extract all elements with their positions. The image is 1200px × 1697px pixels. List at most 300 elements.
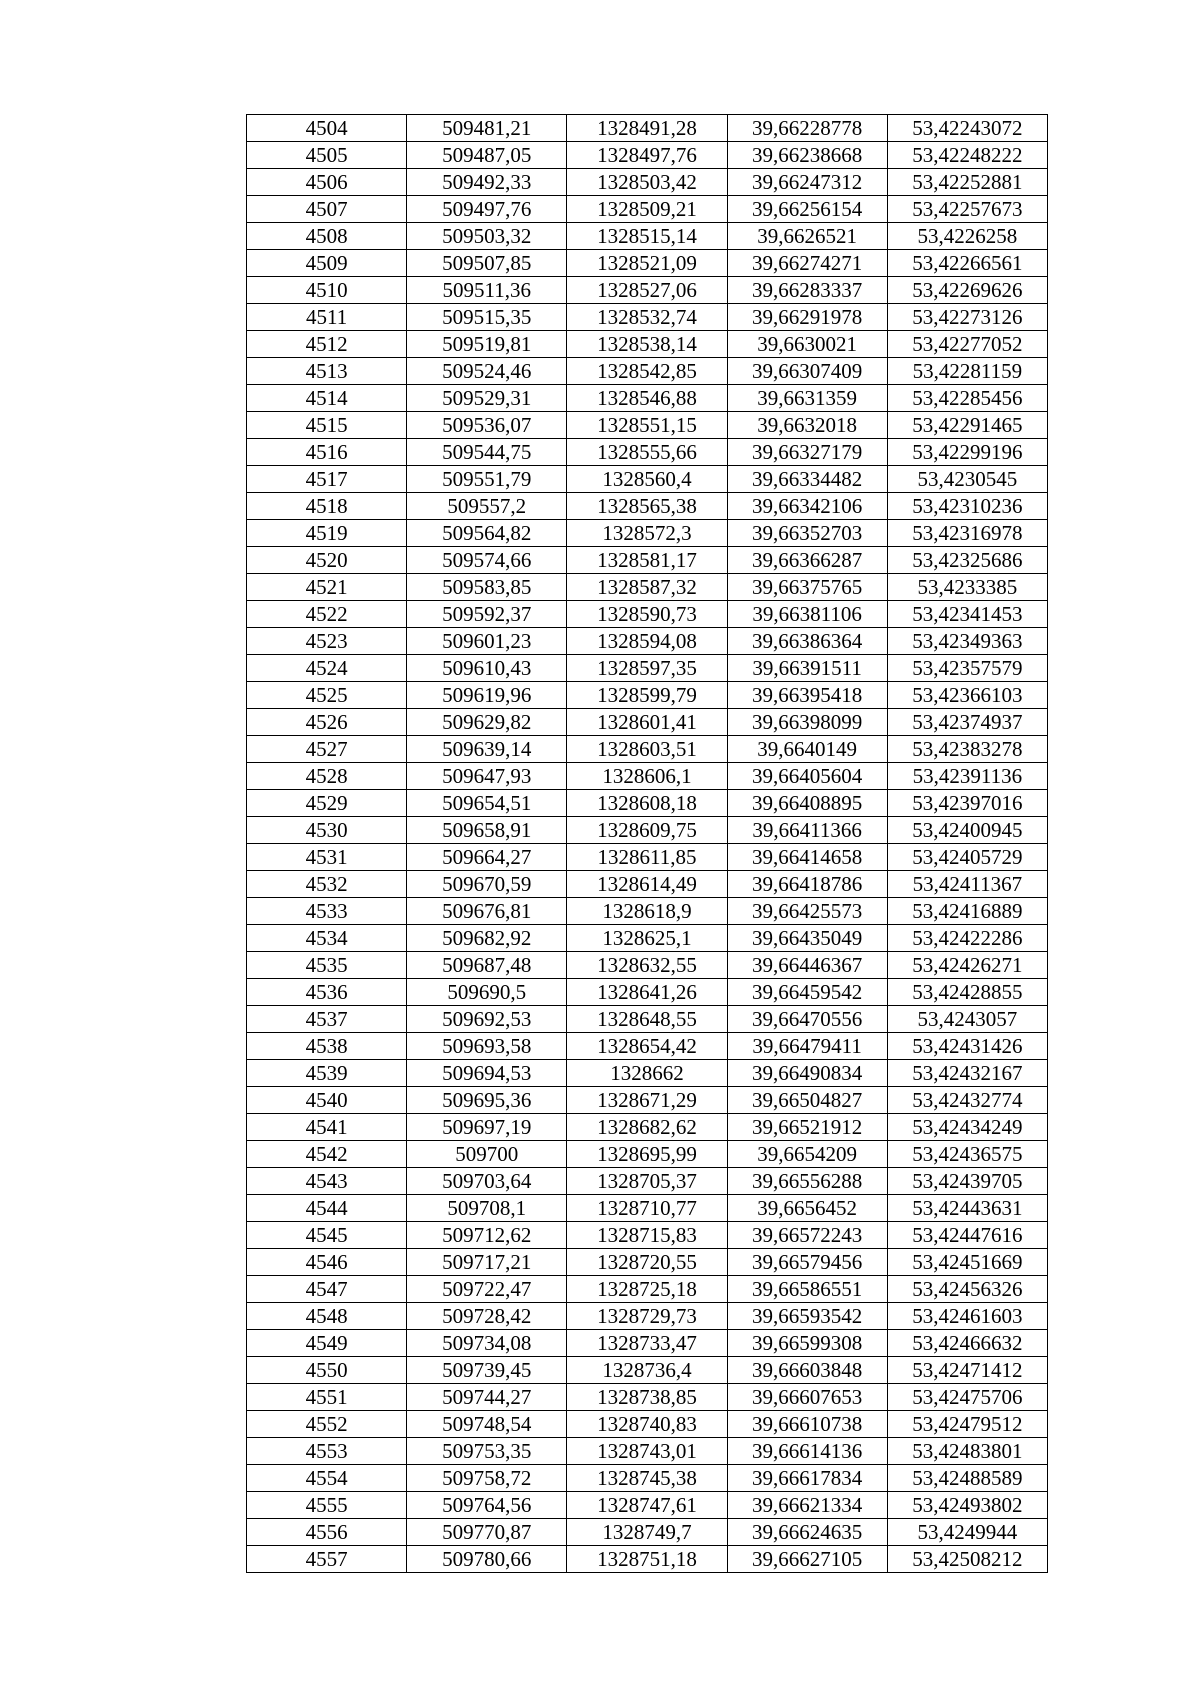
point-number-cell: 4507 [247,196,407,223]
table-row [247,1438,1048,1465]
point-number-cell: 4526 [247,709,407,736]
x-coordinate-cell: 509697,19 [407,1114,567,1141]
longitude-cell: 53,42341453 [887,601,1047,628]
x-coordinate-cell: 509497,76 [407,196,567,223]
x-coordinate-cell: 509664,27 [407,844,567,871]
latitude-cell: 39,66579456 [727,1249,887,1276]
latitude-cell: 39,66228778 [727,115,887,142]
y-coordinate-cell: 1328497,76 [567,142,727,169]
x-coordinate-cell: 509492,33 [407,169,567,196]
table-row [247,1276,1048,1303]
point-number-cell: 4553 [247,1438,407,1465]
y-coordinate-cell: 1328705,37 [567,1168,727,1195]
point-number-cell: 4521 [247,574,407,601]
latitude-cell: 39,66247312 [727,169,887,196]
table-row [247,601,1048,628]
x-coordinate-cell: 509676,81 [407,898,567,925]
x-coordinate-cell: 509695,36 [407,1087,567,1114]
point-number-cell: 4522 [247,601,407,628]
latitude-cell: 39,6654209 [727,1141,887,1168]
y-coordinate-cell: 1328682,62 [567,1114,727,1141]
longitude-cell: 53,42397016 [887,790,1047,817]
point-number-cell: 4505 [247,142,407,169]
y-coordinate-cell: 1328710,77 [567,1195,727,1222]
point-number-cell: 4523 [247,628,407,655]
point-number-cell: 4535 [247,952,407,979]
x-coordinate-cell: 509544,75 [407,439,567,466]
point-number-cell: 4555 [247,1492,407,1519]
table-row [247,1303,1048,1330]
x-coordinate-cell: 509682,92 [407,925,567,952]
point-number-cell: 4540 [247,1087,407,1114]
point-number-cell: 4538 [247,1033,407,1060]
longitude-cell: 53,42349363 [887,628,1047,655]
x-coordinate-cell: 509481,21 [407,115,567,142]
longitude-cell: 53,42451669 [887,1249,1047,1276]
y-coordinate-cell: 1328715,83 [567,1222,727,1249]
x-coordinate-cell: 509503,32 [407,223,567,250]
y-coordinate-cell: 1328632,55 [567,952,727,979]
point-number-cell: 4506 [247,169,407,196]
table-row [247,871,1048,898]
point-number-cell: 4550 [247,1357,407,1384]
longitude-cell: 53,42426271 [887,952,1047,979]
x-coordinate-cell: 509687,48 [407,952,567,979]
longitude-cell: 53,42488589 [887,1465,1047,1492]
table-row [247,547,1048,574]
latitude-cell: 39,66556288 [727,1168,887,1195]
x-coordinate-cell: 509722,47 [407,1276,567,1303]
longitude-cell: 53,42266561 [887,250,1047,277]
point-number-cell: 4546 [247,1249,407,1276]
table-row [247,1060,1048,1087]
point-number-cell: 4517 [247,466,407,493]
x-coordinate-cell: 509739,45 [407,1357,567,1384]
y-coordinate-cell: 1328581,17 [567,547,727,574]
x-coordinate-cell: 509487,05 [407,142,567,169]
point-number-cell: 4541 [247,1114,407,1141]
x-coordinate-cell: 509694,53 [407,1060,567,1087]
y-coordinate-cell: 1328751,18 [567,1546,727,1573]
point-number-cell: 4530 [247,817,407,844]
latitude-cell: 39,66624635 [727,1519,887,1546]
longitude-cell: 53,42269626 [887,277,1047,304]
latitude-cell: 39,6631359 [727,385,887,412]
longitude-cell: 53,42405729 [887,844,1047,871]
latitude-cell: 39,66342106 [727,493,887,520]
x-coordinate-cell: 509712,62 [407,1222,567,1249]
point-number-cell: 4533 [247,898,407,925]
latitude-cell: 39,6630021 [727,331,887,358]
y-coordinate-cell: 1328546,88 [567,385,727,412]
longitude-cell: 53,42391136 [887,763,1047,790]
longitude-cell: 53,42257673 [887,196,1047,223]
longitude-cell: 53,42416889 [887,898,1047,925]
longitude-cell: 53,42479512 [887,1411,1047,1438]
latitude-cell: 39,66614136 [727,1438,887,1465]
table-row [247,223,1048,250]
latitude-cell: 39,66617834 [727,1465,887,1492]
x-coordinate-cell: 509654,51 [407,790,567,817]
table-row [247,1465,1048,1492]
x-coordinate-cell: 509507,85 [407,250,567,277]
x-coordinate-cell: 509690,5 [407,979,567,1006]
longitude-cell: 53,42431426 [887,1033,1047,1060]
longitude-cell: 53,42248222 [887,142,1047,169]
longitude-cell: 53,42422286 [887,925,1047,952]
longitude-cell: 53,42277052 [887,331,1047,358]
latitude-cell: 39,66408895 [727,790,887,817]
y-coordinate-cell: 1328641,26 [567,979,727,1006]
latitude-cell: 39,66256154 [727,196,887,223]
table-row [247,196,1048,223]
y-coordinate-cell: 1328611,85 [567,844,727,871]
x-coordinate-cell: 509658,91 [407,817,567,844]
longitude-cell: 53,42325686 [887,547,1047,574]
longitude-cell: 53,42434249 [887,1114,1047,1141]
table-row [247,1033,1048,1060]
y-coordinate-cell: 1328551,15 [567,412,727,439]
latitude-cell: 39,66593542 [727,1303,887,1330]
longitude-cell: 53,42281159 [887,358,1047,385]
y-coordinate-cell: 1328597,35 [567,655,727,682]
y-coordinate-cell: 1328733,47 [567,1330,727,1357]
x-coordinate-cell: 509693,58 [407,1033,567,1060]
latitude-cell: 39,6626521 [727,223,887,250]
table-row [247,493,1048,520]
table-row [247,979,1048,1006]
longitude-cell: 53,42466632 [887,1330,1047,1357]
x-coordinate-cell: 509583,85 [407,574,567,601]
latitude-cell: 39,66366287 [727,547,887,574]
table-row [247,304,1048,331]
longitude-cell: 53,42310236 [887,493,1047,520]
x-coordinate-cell: 509770,87 [407,1519,567,1546]
table-row [247,1195,1048,1222]
longitude-cell: 53,42428855 [887,979,1047,1006]
y-coordinate-cell: 1328654,42 [567,1033,727,1060]
latitude-cell: 39,66521912 [727,1114,887,1141]
longitude-cell: 53,42383278 [887,736,1047,763]
table-row [247,736,1048,763]
latitude-cell: 39,66238668 [727,142,887,169]
latitude-cell: 39,66391511 [727,655,887,682]
latitude-cell: 39,66352703 [727,520,887,547]
y-coordinate-cell: 1328503,42 [567,169,727,196]
y-coordinate-cell: 1328527,06 [567,277,727,304]
longitude-cell: 53,42243072 [887,115,1047,142]
y-coordinate-cell: 1328491,28 [567,115,727,142]
table-row [247,250,1048,277]
x-coordinate-cell: 509529,31 [407,385,567,412]
point-number-cell: 4511 [247,304,407,331]
latitude-cell: 39,6656452 [727,1195,887,1222]
table-row [247,1492,1048,1519]
longitude-cell: 53,42436575 [887,1141,1047,1168]
y-coordinate-cell: 1328538,14 [567,331,727,358]
y-coordinate-cell: 1328745,38 [567,1465,727,1492]
longitude-cell: 53,42483801 [887,1438,1047,1465]
y-coordinate-cell: 1328625,1 [567,925,727,952]
longitude-cell: 53,4226258 [887,223,1047,250]
x-coordinate-cell: 509744,27 [407,1384,567,1411]
y-coordinate-cell: 1328594,08 [567,628,727,655]
point-number-cell: 4557 [247,1546,407,1573]
latitude-cell: 39,66446367 [727,952,887,979]
y-coordinate-cell: 1328729,73 [567,1303,727,1330]
table-row [247,169,1048,196]
point-number-cell: 4504 [247,115,407,142]
table-row [247,1168,1048,1195]
longitude-cell: 53,4230545 [887,466,1047,493]
table-row [247,1384,1048,1411]
y-coordinate-cell: 1328671,29 [567,1087,727,1114]
latitude-cell: 39,66283337 [727,277,887,304]
point-number-cell: 4537 [247,1006,407,1033]
table-row [247,466,1048,493]
longitude-cell: 53,42461603 [887,1303,1047,1330]
x-coordinate-cell: 509748,54 [407,1411,567,1438]
x-coordinate-cell: 509734,08 [407,1330,567,1357]
point-number-cell: 4525 [247,682,407,709]
longitude-cell: 53,42432774 [887,1087,1047,1114]
table-row [247,331,1048,358]
longitude-cell: 53,42475706 [887,1384,1047,1411]
x-coordinate-cell: 509511,36 [407,277,567,304]
y-coordinate-cell: 1328740,83 [567,1411,727,1438]
x-coordinate-cell: 509708,1 [407,1195,567,1222]
table-row [247,1006,1048,1033]
table-row [247,925,1048,952]
x-coordinate-cell: 509753,35 [407,1438,567,1465]
x-coordinate-cell: 509601,23 [407,628,567,655]
longitude-cell: 53,42471412 [887,1357,1047,1384]
y-coordinate-cell: 1328618,9 [567,898,727,925]
table-row [247,277,1048,304]
table-row [247,1141,1048,1168]
table-row [247,1249,1048,1276]
y-coordinate-cell: 1328614,49 [567,871,727,898]
table-row [247,763,1048,790]
x-coordinate-cell: 509515,35 [407,304,567,331]
longitude-cell: 53,42411367 [887,871,1047,898]
coordinates-table-body [247,115,1048,1573]
table-row [247,439,1048,466]
longitude-cell: 53,42443631 [887,1195,1047,1222]
point-number-cell: 4551 [247,1384,407,1411]
latitude-cell: 39,66607653 [727,1384,887,1411]
point-number-cell: 4552 [247,1411,407,1438]
table-row [247,1357,1048,1384]
point-number-cell: 4516 [247,439,407,466]
y-coordinate-cell: 1328601,41 [567,709,727,736]
y-coordinate-cell: 1328542,85 [567,358,727,385]
table-row [247,412,1048,439]
longitude-cell: 53,42493802 [887,1492,1047,1519]
longitude-cell: 53,4243057 [887,1006,1047,1033]
point-number-cell: 4532 [247,871,407,898]
y-coordinate-cell: 1328560,4 [567,466,727,493]
y-coordinate-cell: 1328747,61 [567,1492,727,1519]
y-coordinate-cell: 1328565,38 [567,493,727,520]
latitude-cell: 39,6640149 [727,736,887,763]
table-row [247,358,1048,385]
longitude-cell: 53,42316978 [887,520,1047,547]
table-row [247,709,1048,736]
table-row [247,1222,1048,1249]
x-coordinate-cell: 509692,53 [407,1006,567,1033]
point-number-cell: 4547 [247,1276,407,1303]
latitude-cell: 39,66291978 [727,304,887,331]
y-coordinate-cell: 1328555,66 [567,439,727,466]
latitude-cell: 39,66327179 [727,439,887,466]
table-row [247,385,1048,412]
longitude-cell: 53,42366103 [887,682,1047,709]
longitude-cell: 53,42400945 [887,817,1047,844]
latitude-cell: 39,66411366 [727,817,887,844]
point-number-cell: 4554 [247,1465,407,1492]
x-coordinate-cell: 509728,42 [407,1303,567,1330]
point-number-cell: 4548 [247,1303,407,1330]
latitude-cell: 39,66504827 [727,1087,887,1114]
latitude-cell: 39,66599308 [727,1330,887,1357]
point-number-cell: 4542 [247,1141,407,1168]
latitude-cell: 39,66274271 [727,250,887,277]
point-number-cell: 4510 [247,277,407,304]
longitude-cell: 53,4249944 [887,1519,1047,1546]
latitude-cell: 39,66418786 [727,871,887,898]
longitude-cell: 53,42273126 [887,304,1047,331]
table-row [247,682,1048,709]
point-number-cell: 4527 [247,736,407,763]
point-number-cell: 4543 [247,1168,407,1195]
y-coordinate-cell: 1328587,32 [567,574,727,601]
y-coordinate-cell: 1328749,7 [567,1519,727,1546]
point-number-cell: 4549 [247,1330,407,1357]
y-coordinate-cell: 1328521,09 [567,250,727,277]
y-coordinate-cell: 1328662 [567,1060,727,1087]
x-coordinate-cell: 509592,37 [407,601,567,628]
point-number-cell: 4536 [247,979,407,1006]
table-row [247,1330,1048,1357]
y-coordinate-cell: 1328590,73 [567,601,727,628]
latitude-cell: 39,66490834 [727,1060,887,1087]
x-coordinate-cell: 509670,59 [407,871,567,898]
x-coordinate-cell: 509551,79 [407,466,567,493]
point-number-cell: 4509 [247,250,407,277]
y-coordinate-cell: 1328720,55 [567,1249,727,1276]
table-row [247,1087,1048,1114]
point-number-cell: 4515 [247,412,407,439]
latitude-cell: 39,66470556 [727,1006,887,1033]
y-coordinate-cell: 1328509,21 [567,196,727,223]
table-row [247,1519,1048,1546]
longitude-cell: 53,42285456 [887,385,1047,412]
latitude-cell: 39,66603848 [727,1357,887,1384]
y-coordinate-cell: 1328532,74 [567,304,727,331]
table-row [247,115,1048,142]
x-coordinate-cell: 509700 [407,1141,567,1168]
y-coordinate-cell: 1328736,4 [567,1357,727,1384]
point-number-cell: 4556 [247,1519,407,1546]
point-number-cell: 4539 [247,1060,407,1087]
y-coordinate-cell: 1328743,01 [567,1438,727,1465]
latitude-cell: 39,66386364 [727,628,887,655]
table-row [247,1114,1048,1141]
latitude-cell: 39,66375765 [727,574,887,601]
point-number-cell: 4534 [247,925,407,952]
table-row [247,520,1048,547]
table-row [247,790,1048,817]
point-number-cell: 4520 [247,547,407,574]
x-coordinate-cell: 509780,66 [407,1546,567,1573]
table-row [247,1546,1048,1573]
latitude-cell: 39,66435049 [727,925,887,952]
point-number-cell: 4508 [247,223,407,250]
latitude-cell: 39,66586551 [727,1276,887,1303]
point-number-cell: 4518 [247,493,407,520]
longitude-cell: 53,42299196 [887,439,1047,466]
x-coordinate-cell: 509764,56 [407,1492,567,1519]
longitude-cell: 53,42456326 [887,1276,1047,1303]
table-row [247,574,1048,601]
point-number-cell: 4519 [247,520,407,547]
y-coordinate-cell: 1328695,99 [567,1141,727,1168]
x-coordinate-cell: 509758,72 [407,1465,567,1492]
longitude-cell: 53,42447616 [887,1222,1047,1249]
table-row [247,844,1048,871]
point-number-cell: 4528 [247,763,407,790]
latitude-cell: 39,66621334 [727,1492,887,1519]
x-coordinate-cell: 509610,43 [407,655,567,682]
table-row [247,817,1048,844]
latitude-cell: 39,66381106 [727,601,887,628]
point-number-cell: 4524 [247,655,407,682]
point-number-cell: 4544 [247,1195,407,1222]
point-number-cell: 4512 [247,331,407,358]
x-coordinate-cell: 509619,96 [407,682,567,709]
y-coordinate-cell: 1328599,79 [567,682,727,709]
x-coordinate-cell: 509536,07 [407,412,567,439]
longitude-cell: 53,42291465 [887,412,1047,439]
latitude-cell: 39,6632018 [727,412,887,439]
latitude-cell: 39,66572243 [727,1222,887,1249]
x-coordinate-cell: 509647,93 [407,763,567,790]
longitude-cell: 53,42432167 [887,1060,1047,1087]
latitude-cell: 39,66425573 [727,898,887,925]
point-number-cell: 4513 [247,358,407,385]
y-coordinate-cell: 1328606,1 [567,763,727,790]
coordinates-table [246,114,1048,1573]
y-coordinate-cell: 1328738,85 [567,1384,727,1411]
y-coordinate-cell: 1328608,18 [567,790,727,817]
table-row [247,628,1048,655]
longitude-cell: 53,42374937 [887,709,1047,736]
x-coordinate-cell: 509717,21 [407,1249,567,1276]
longitude-cell: 53,42508212 [887,1546,1047,1573]
y-coordinate-cell: 1328515,14 [567,223,727,250]
y-coordinate-cell: 1328572,3 [567,520,727,547]
longitude-cell: 53,42252881 [887,169,1047,196]
latitude-cell: 39,66627105 [727,1546,887,1573]
x-coordinate-cell: 509629,82 [407,709,567,736]
x-coordinate-cell: 509639,14 [407,736,567,763]
latitude-cell: 39,66610738 [727,1411,887,1438]
y-coordinate-cell: 1328603,51 [567,736,727,763]
latitude-cell: 39,66398099 [727,709,887,736]
y-coordinate-cell: 1328648,55 [567,1006,727,1033]
longitude-cell: 53,42439705 [887,1168,1047,1195]
